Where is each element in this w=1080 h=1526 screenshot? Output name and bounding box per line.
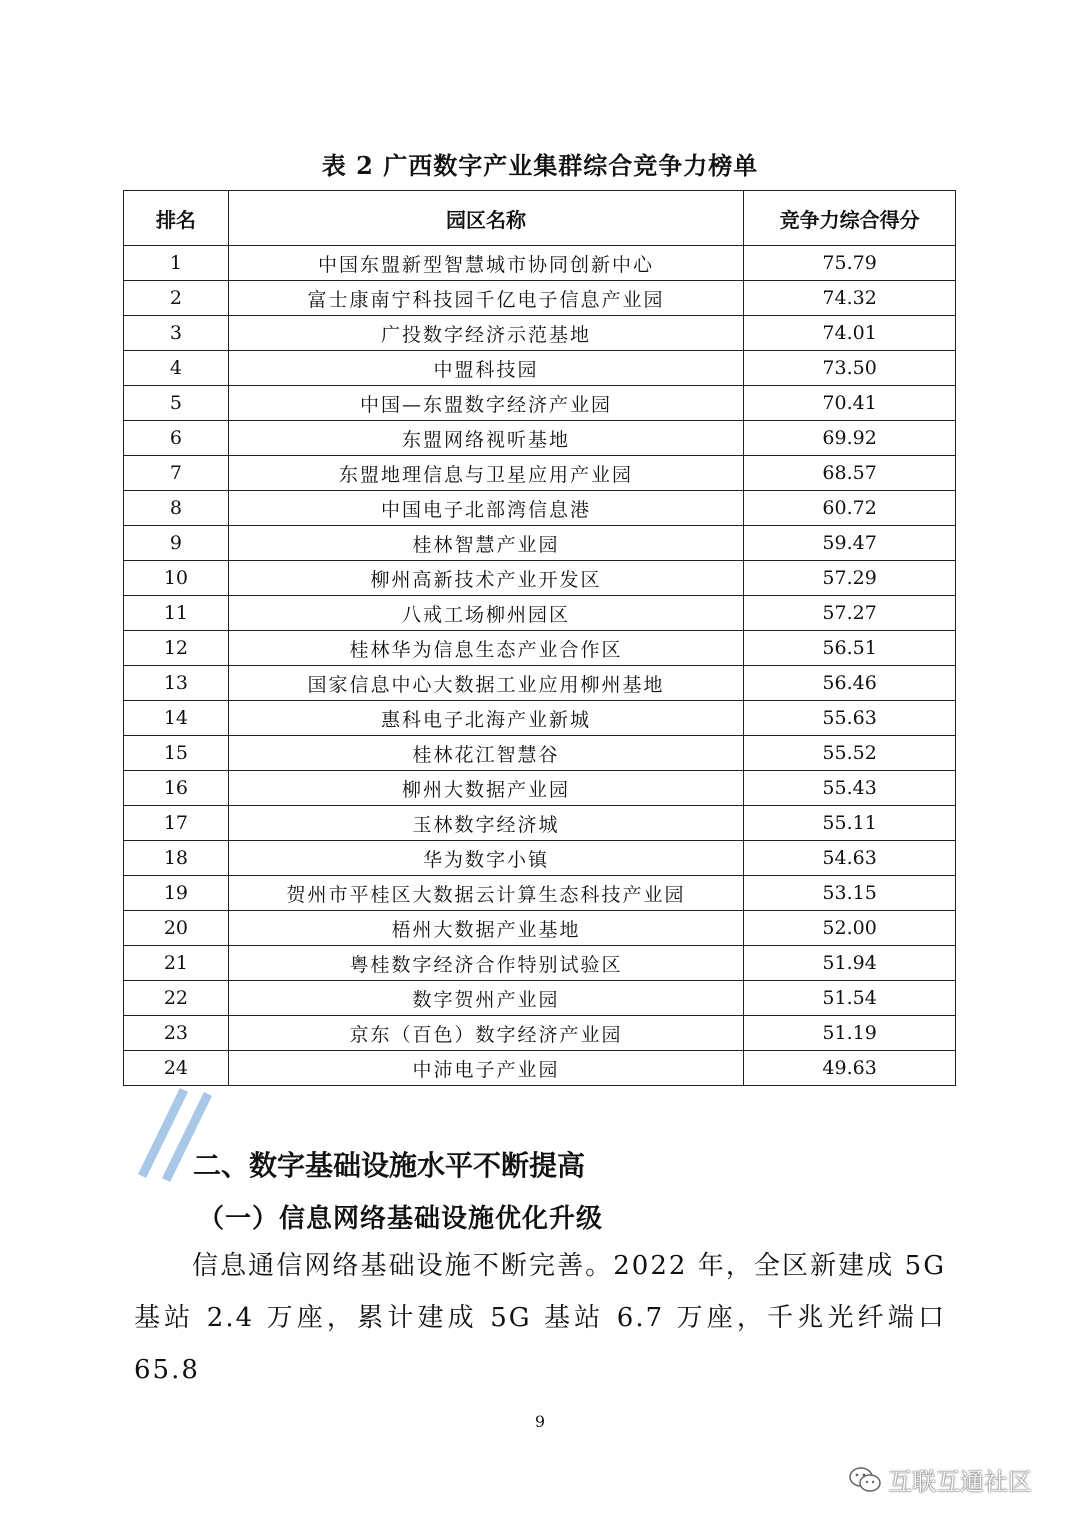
watermark-text: 互联互通社区	[888, 1468, 1032, 1496]
park-name-cell: 中国—东盟数字经济产业园	[228, 386, 743, 421]
table-row	[124, 981, 956, 1016]
table-row	[124, 701, 956, 736]
rank-cell: 18	[124, 841, 229, 876]
table-row	[124, 491, 956, 526]
park-name-cell: 玉林数字经济城	[228, 806, 743, 841]
score-cell: 55.43	[744, 771, 956, 806]
park-name-cell: 中国电子北部湾信息港	[228, 491, 743, 526]
park-name-cell: 八戒工场柳州园区	[228, 596, 743, 631]
score-cell: 70.41	[744, 386, 956, 421]
score-cell: 73.50	[744, 351, 956, 386]
rank-cell: 20	[124, 911, 229, 946]
park-name-cell: 柳州大数据产业园	[228, 771, 743, 806]
park-name-cell: 国家信息中心大数据工业应用柳州基地	[228, 666, 743, 701]
score-cell: 55.63	[744, 701, 956, 736]
park-name-cell: 桂林智慧产业园	[228, 526, 743, 561]
score-cell: 60.72	[744, 491, 956, 526]
rank-cell: 19	[124, 876, 229, 911]
rank-cell: 8	[124, 491, 229, 526]
score-cell: 54.63	[744, 841, 956, 876]
table-row	[124, 526, 956, 561]
table-row	[124, 596, 956, 631]
park-name-cell: 中盟科技园	[228, 351, 743, 386]
park-name-cell: 桂林花江智慧谷	[228, 736, 743, 771]
rank-cell: 15	[124, 736, 229, 771]
table-row	[124, 281, 956, 316]
score-cell: 51.54	[744, 981, 956, 1016]
table-row	[124, 1051, 956, 1086]
score-cell: 59.47	[744, 526, 956, 561]
park-name-cell: 富士康南宁科技园千亿电子信息产业园	[228, 281, 743, 316]
score-cell: 56.46	[744, 666, 956, 701]
table-row	[124, 841, 956, 876]
park-name-cell: 粤桂数字经济合作特别试验区	[228, 946, 743, 981]
wechat-icon	[848, 1466, 882, 1494]
score-cell: 51.19	[744, 1016, 956, 1051]
table-row	[124, 421, 956, 456]
table-row	[124, 631, 956, 666]
table-row	[124, 666, 956, 701]
park-name-cell: 东盟地理信息与卫星应用产业园	[228, 456, 743, 491]
table-row	[124, 316, 956, 351]
score-cell: 57.27	[744, 596, 956, 631]
rank-cell: 16	[124, 771, 229, 806]
body-paragraph: 信息通信网络基础设施不断完善。2022 年，全区新建成 5G 基站 2.4 万座，累计建成 5G 基站 6.7 万座，千兆光纤端口 65.8	[134, 1251, 946, 1385]
table-row	[124, 386, 956, 421]
score-cell: 52.00	[744, 911, 956, 946]
watermark	[848, 1462, 1032, 1497]
park-name-cell: 梧州大数据产业基地	[228, 911, 743, 946]
park-name-cell: 桂林华为信息生态产业合作区	[228, 631, 743, 666]
table-row	[124, 806, 956, 841]
table-row	[124, 911, 956, 946]
table-row	[124, 736, 956, 771]
rank-cell: 2	[124, 281, 229, 316]
rank-cell: 7	[124, 456, 229, 491]
table-row	[124, 946, 956, 981]
ranking-table	[123, 190, 956, 1086]
rank-cell: 10	[124, 561, 229, 596]
park-name-cell: 京东（百色）数字经济产业园	[228, 1016, 743, 1051]
park-name-cell: 中国东盟新型智慧城市协同创新中心	[228, 246, 743, 281]
park-name-cell: 东盟网络视听基地	[228, 421, 743, 456]
rank-cell: 14	[124, 701, 229, 736]
score-cell: 55.52	[744, 736, 956, 771]
page-number: 9	[534, 1412, 546, 1431]
park-name-cell: 广投数字经济示范基地	[228, 316, 743, 351]
score-cell: 56.51	[744, 631, 956, 666]
rank-cell: 24	[124, 1051, 229, 1086]
table-row	[124, 876, 956, 911]
rank-cell: 21	[124, 946, 229, 981]
rank-cell: 5	[124, 386, 229, 421]
section-heading: 二、数字基础设施水平不断提高	[193, 1149, 586, 1182]
park-name-cell: 华为数字小镇	[228, 841, 743, 876]
subsection-heading: （一）信息网络基础设施优化升级	[198, 1204, 604, 1234]
header-score: 竞争力综合得分	[744, 191, 956, 246]
rank-cell: 22	[124, 981, 229, 1016]
rank-cell: 17	[124, 806, 229, 841]
park-name-cell: 贺州市平桂区大数据云计算生态科技产业园	[228, 876, 743, 911]
score-cell: 69.92	[744, 421, 956, 456]
table-header-row	[124, 191, 956, 246]
table-row	[124, 351, 956, 386]
table-row	[124, 246, 956, 281]
table-row	[124, 456, 956, 491]
score-cell: 53.15	[744, 876, 956, 911]
park-name-cell: 惠科电子北海产业新城	[228, 701, 743, 736]
score-cell: 55.11	[744, 806, 956, 841]
score-cell: 75.79	[744, 246, 956, 281]
rank-cell: 3	[124, 316, 229, 351]
rank-cell: 13	[124, 666, 229, 701]
park-name-cell: 柳州高新技术产业开发区	[228, 561, 743, 596]
park-name-cell: 中沛电子产业园	[228, 1051, 743, 1086]
score-cell: 74.01	[744, 316, 956, 351]
rank-cell: 4	[124, 351, 229, 386]
rank-cell: 12	[124, 631, 229, 666]
score-cell: 68.57	[744, 456, 956, 491]
table-row	[124, 771, 956, 806]
rank-cell: 9	[124, 526, 229, 561]
park-name-cell: 数字贺州产业园	[228, 981, 743, 1016]
score-cell: 49.63	[744, 1051, 956, 1086]
score-cell: 57.29	[744, 561, 956, 596]
table-caption: 表 2 广西数字产业集群综合竞争力榜单	[321, 151, 759, 180]
table-row	[124, 561, 956, 596]
table-row	[124, 1016, 956, 1051]
score-cell: 74.32	[744, 281, 956, 316]
rank-cell: 23	[124, 1016, 229, 1051]
rank-cell: 1	[124, 246, 229, 281]
rank-cell: 6	[124, 421, 229, 456]
header-rank: 排名	[124, 191, 229, 246]
rank-cell: 11	[124, 596, 229, 631]
score-cell: 51.94	[744, 946, 956, 981]
header-park-name: 园区名称	[228, 191, 743, 246]
